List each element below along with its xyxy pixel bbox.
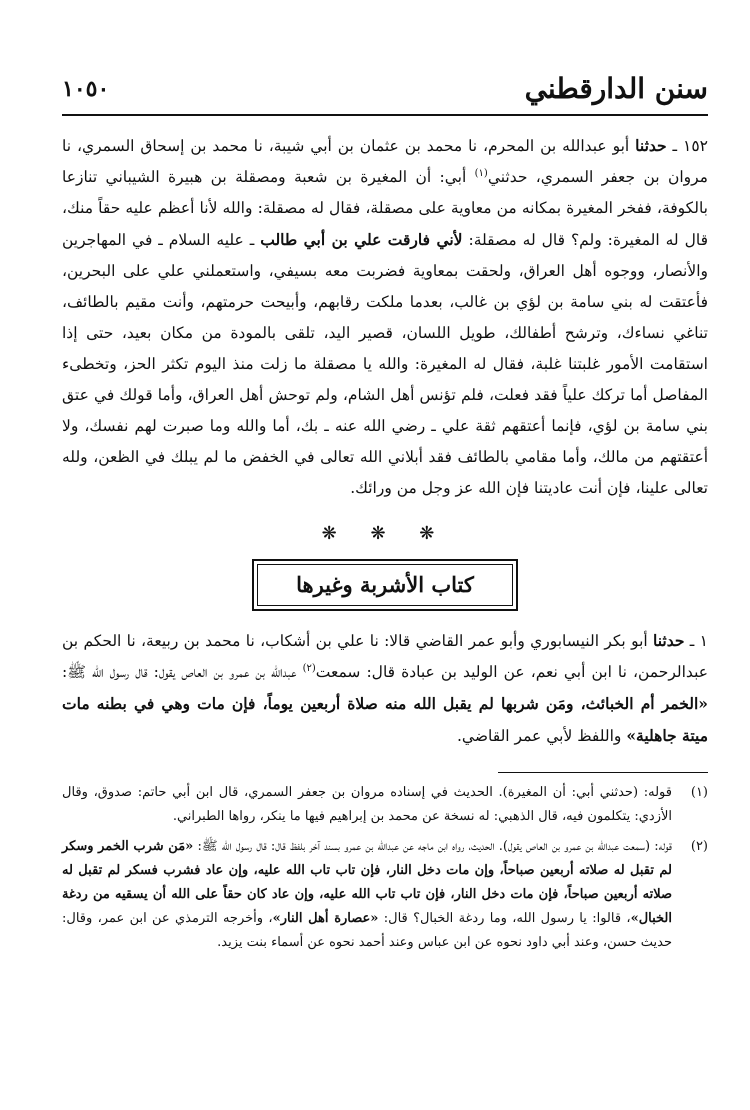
footnote-ref-1[interactable]: (١) — [474, 167, 488, 179]
page — [62, 70, 708, 961]
footnote-2 — [62, 835, 708, 955]
hadith-bold: لأني فارقت علي بن أبي طالب — [260, 230, 463, 249]
hadith-text: عبدالله بن عمرو بن العاص يقول: قال رسول الله ﷺ: — [62, 663, 303, 681]
footnote-divider — [498, 772, 708, 773]
section-separator-stars: ❋ ❋ ❋ — [321, 523, 449, 544]
footnote-bold: «عصارة أهل النار» — [272, 911, 379, 926]
hadith-lead: حدثنا — [653, 631, 685, 650]
hadith-text: أبو عبدالله بن المحرم، نا محمد بن عثمان بن أبي شيبة، نا محمد بن إسحاق السمري، نا مروان بن جعفر السمري، حدثني — [62, 137, 708, 186]
footnote-bold: «مَن شرب الخمر وسكر لم تقبل له صلاته أربعين صباحاً، وإن مات دخل النار، فإن تاب تاب الله عليه، وإن عاد فشرب فسكر لم تقبل له صلاته أربعين صباحاً، فإن مات دخل النار، فإن تاب تاب الله عليه، وإن عاد كان حقاً على الله أن يسقيه من ردغة الخبال» — [62, 839, 672, 926]
hadith-text: أبي: أن المغيرة بن شعبة ومصقلة بن هبيرة الشيباني تنازعا بالكوفة، ففخر المغيرة بمكانه من معاوية على مصقلة، فقال له مصقلة: والله لأنا أعظم عليه حقاً منك، قال له المغيرة: ولم؟ قال له مصقلة: — [62, 168, 708, 249]
hadith-number: ١ ـ — [684, 632, 708, 650]
book-title: كتاب الأشربة وغيرها — [257, 564, 513, 606]
hadith-text: واللفظ لأبي عمر القاضي. — [457, 727, 627, 745]
footnote-number: (١) — [690, 785, 708, 800]
footnotes — [62, 781, 708, 955]
footnote-text-part: قوله: (حدثني أبي: أن المغيرة). الحديث في إسناده مروان بن جعفر السمري، قال ابن أبي حاتم: صدوق، وقال الأزدي: يتكلمون فيه، قال الذهبي: له نسخة عن محمد بن إبراهيم فيها ما ينكر، رواها الطبراني. — [62, 785, 672, 824]
hadith-1 — [62, 625, 708, 752]
hadith-text: ـ عليه السلام ـ في المهاجرين والأنصار، ووجوه أهل العراق، ولحقت بمعاوية فضربت معه بسيفي، واستعملني علي على البحرين، فأعتقت له بني سامة بن لؤي بن غالب، بعدما ملكت رقابهم، وأبيحت حرمتهم، وأنت مقيم بالطائف، تناغي نساءك، وترشح أطفالك، طويل اللسان، قصير اليد، تلقى بالمودة من مكان بعيد، حتى إذا استقامت الأمور غلبتنا غلبة، فقال له المغيرة: والله يا مصقلة ما زلت منذ اليوم تكثر الحز، وتخطىء المفاصل أما تركك علياً فقد فعلت، فلم تؤنس أهل الشام، ولم توحش أهل العراق، وأما قولك في عتق بني سامة بن لؤي، فإنما أعتقهم ثقة علي ـ رضي الله عنه ـ بك، أما والله وما صبرت لهم نفسك، ولا أعتقتهم من مالك، وأما مقامي بالطائف فقد أبلاني الله تعالى في الخفض ما لم يبلك في الظعن، ولله تعالى علينا، فإن أنت عاديتنا فإن الله عز وجل من ورائك. — [62, 231, 708, 497]
footnote-text-part: ، وأخرجه الترمذي عن ابن عمر، وقال: حديث حسن، وعند أبي داود نحوه عن ابن عباس وعند أحمد نحوه عن أسماء بنت يزيد. — [62, 911, 672, 950]
footnote-text — [62, 835, 672, 955]
footnote-ref-2[interactable]: (٢) — [302, 662, 316, 674]
footnote-text — [62, 781, 672, 829]
hadith-lead: حدثنا — [635, 136, 667, 155]
page-header — [62, 70, 708, 116]
page-number: ١٠٥٠ — [62, 76, 110, 102]
hadith-152 — [62, 130, 708, 504]
footnote-1 — [62, 781, 708, 829]
hadith-bold: «الخمر أم الخبائث، ومَن شربها لم يقبل الله منه صلاة أربعين يوماً، فإن مات وهي في بطنه مات ميتة جاهلية» — [62, 694, 708, 745]
hadith-number: ١٥٢ ـ — [666, 137, 708, 155]
footnote-number: (٢) — [690, 839, 708, 854]
footnote-text-part: قوله: (سمعت عبدالله بن عمرو بن العاص يقول). الحديث، رواه ابن ماجه عن عبدالله بن عمرو بسند آخر بلفظ قال: قال رسول الله ﷺ: — [193, 839, 672, 854]
running-title: سنن الدارقطني — [524, 72, 708, 105]
footnote-text-part: ، قالوا: يا رسول الله، وما ردغة الخبال؟ قال: — [378, 911, 631, 926]
hadith-text: أبو بكر النيسابوري وأبو عمر القاضي قالا: نا علي بن أشكاب، نا محمد بن ربيعة، نا الحكم بن عبدالرحمن، نا ابن أبي نعم، عن الوليد بن عبادة قال: سمعت — [62, 632, 708, 681]
book-title-frame — [252, 559, 518, 611]
main-text — [62, 130, 708, 752]
